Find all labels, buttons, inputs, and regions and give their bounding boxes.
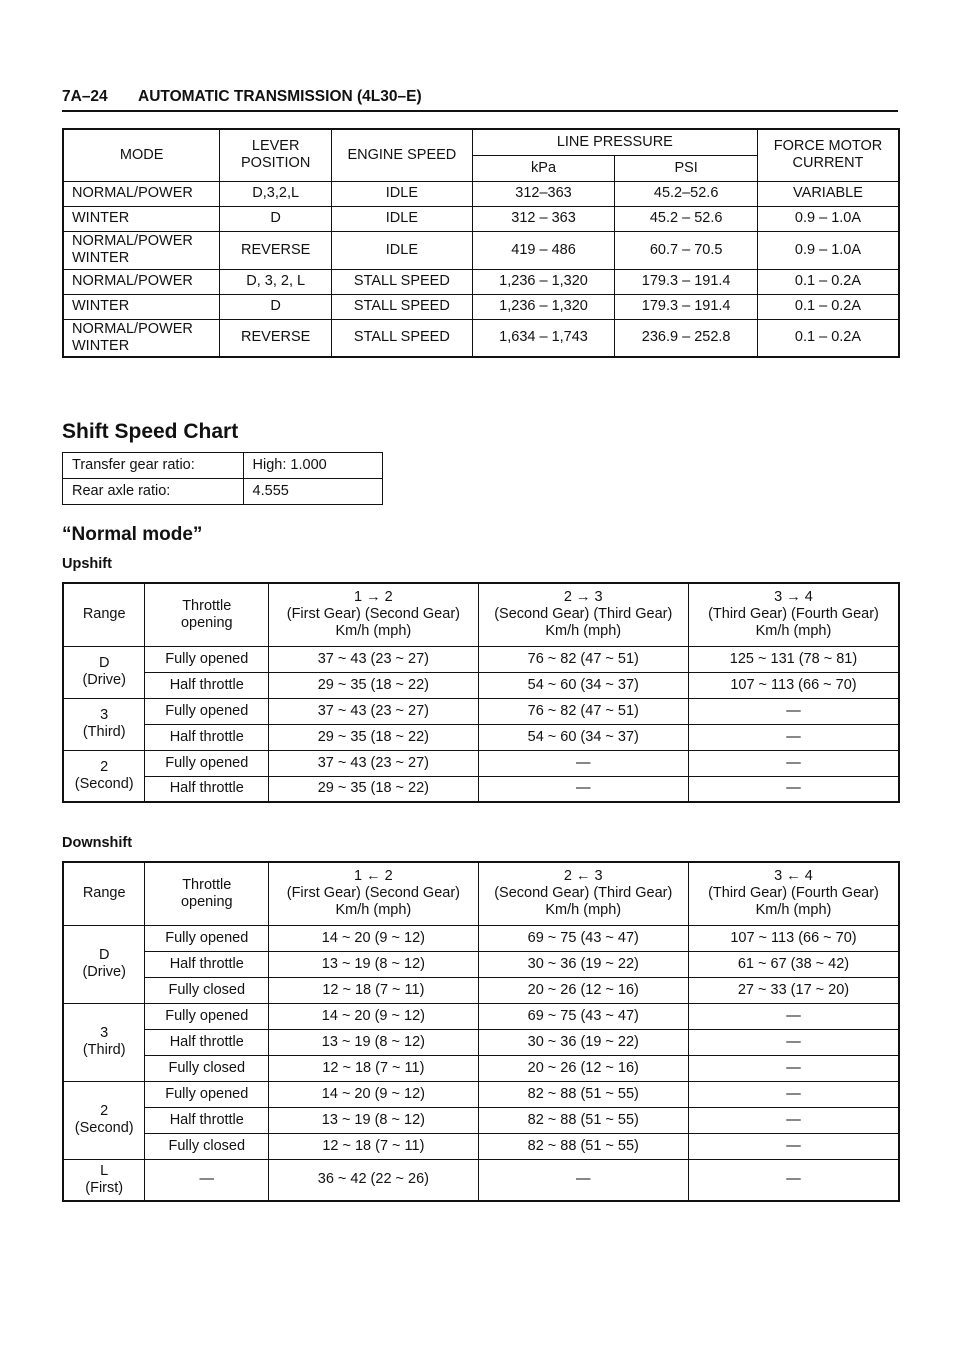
range-cell: D (Drive) — [63, 925, 145, 1003]
speed-cell: — — [688, 776, 899, 802]
speed-cell: — — [688, 1003, 899, 1029]
range-cell: 2 (Second) — [63, 1081, 145, 1159]
table-row — [63, 698, 899, 724]
lever-cell: REVERSE — [220, 231, 332, 269]
table-row — [63, 181, 899, 206]
throttle-cell: Half throttle — [145, 951, 269, 977]
speed-cell: — — [688, 1055, 899, 1081]
speed-cell: — — [688, 1133, 899, 1159]
throttle-cell: Fully opened — [145, 750, 269, 776]
throttle-cell: Fully closed — [145, 1055, 269, 1081]
engine-cell: STALL SPEED — [332, 269, 473, 294]
kpa-cell: 312 – 363 — [472, 206, 615, 231]
speed-cell: 29 ~ 35 (18 ~ 22) — [269, 724, 478, 750]
lever-cell: D, 3, 2, L — [220, 269, 332, 294]
table-row — [63, 1055, 899, 1081]
table-row — [63, 750, 899, 776]
speed-cell: 54 ~ 60 (34 ~ 37) — [478, 672, 688, 698]
kpa-cell: 312–363 — [472, 181, 615, 206]
line-pressure-table — [62, 128, 900, 358]
downshift-table — [62, 861, 900, 1202]
lever-cell: REVERSE — [220, 319, 332, 357]
kpa-cell: 1,634 – 1,743 — [472, 319, 615, 357]
speed-cell: — — [688, 1029, 899, 1055]
header-throttle: Throttle opening — [145, 862, 269, 925]
header-shift-3-4: 3 → 4 (Third Gear) (Fourth Gear) Km/h (mph) — [688, 583, 899, 646]
psi-cell: 179.3 – 191.4 — [615, 294, 758, 319]
throttle-cell: Fully opened — [145, 925, 269, 951]
current-cell: 0.1 – 0.2A — [757, 294, 899, 319]
throttle-cell: Half throttle — [145, 724, 269, 750]
speed-cell: 36 ~ 42 (22 ~ 26) — [269, 1159, 478, 1201]
downshift-title: Downshift — [62, 835, 133, 851]
speed-cell: 69 ~ 75 (43 ~ 47) — [478, 1003, 688, 1029]
range-cell: L (First) — [63, 1159, 145, 1201]
range-cell: D (Drive) — [63, 646, 145, 698]
throttle-cell: Half throttle — [145, 776, 269, 802]
table-row — [63, 1133, 899, 1159]
mode-cell: NORMAL/POWER WINTER — [63, 231, 220, 269]
speed-cell: — — [688, 1159, 899, 1201]
header-shift-1-2: 1 → 2 (First Gear) (Second Gear) Km/h (mph) — [269, 583, 478, 646]
ratio-label: Transfer gear ratio: — [63, 453, 244, 479]
psi-cell: 45.2–52.6 — [615, 181, 758, 206]
current-cell: 0.1 – 0.2A — [757, 269, 899, 294]
table-row — [63, 672, 899, 698]
speed-cell: 107 ~ 113 (66 ~ 70) — [688, 925, 899, 951]
speed-cell: 76 ~ 82 (47 ~ 51) — [478, 646, 688, 672]
speed-cell: — — [688, 724, 899, 750]
ratio-value: High: 1.000 — [243, 453, 382, 479]
mode-cell: NORMAL/POWER — [63, 181, 220, 206]
speed-cell: 14 ~ 20 (9 ~ 12) — [269, 1081, 478, 1107]
ratio-value: 4.555 — [243, 479, 382, 505]
speed-cell: 82 ~ 88 (51 ~ 55) — [478, 1133, 688, 1159]
table-row — [63, 977, 899, 1003]
mode-cell: NORMAL/POWER WINTER — [63, 319, 220, 357]
header-throttle: Throttle opening — [145, 583, 269, 646]
table-row — [63, 1107, 899, 1133]
speed-cell: 37 ~ 43 (23 ~ 27) — [269, 698, 478, 724]
current-cell: 0.9 – 1.0A — [757, 206, 899, 231]
range-cell: 3 (Third) — [63, 1003, 145, 1081]
kpa-cell: 1,236 – 1,320 — [472, 294, 615, 319]
speed-cell: 13 ~ 19 (8 ~ 12) — [269, 1029, 478, 1055]
speed-cell: — — [478, 1159, 688, 1201]
kpa-cell: 419 – 486 — [472, 231, 615, 269]
range-cell: 3 (Third) — [63, 698, 145, 750]
range-cell: 2 (Second) — [63, 750, 145, 802]
mode-cell: WINTER — [63, 294, 220, 319]
header-range: Range — [63, 862, 145, 925]
header-shift-1-2: 1 ← 2 (First Gear) (Second Gear) Km/h (mph) — [269, 862, 478, 925]
engine-cell: IDLE — [332, 181, 473, 206]
table-row — [63, 453, 383, 479]
speed-cell: 20 ~ 26 (12 ~ 16) — [478, 977, 688, 1003]
page-header — [62, 88, 898, 112]
throttle-cell: Fully opened — [145, 698, 269, 724]
table-row — [63, 269, 899, 294]
speed-cell: 27 ~ 33 (17 ~ 20) — [688, 977, 899, 1003]
ratio-label: Rear axle ratio: — [63, 479, 244, 505]
section-title: Shift Speed Chart — [62, 420, 239, 443]
header-kpa: kPa — [472, 155, 615, 181]
speed-cell: 82 ~ 88 (51 ~ 55) — [478, 1081, 688, 1107]
header-shift-3-4: 3 ← 4 (Third Gear) (Fourth Gear) Km/h (mph) — [688, 862, 899, 925]
header-range: Range — [63, 583, 145, 646]
mode-title: “Normal mode” — [62, 524, 203, 545]
mode-cell: NORMAL/POWER — [63, 269, 220, 294]
header-shift-2-3: 2 ← 3 (Second Gear) (Third Gear) Km/h (mph) — [478, 862, 688, 925]
table-row — [63, 925, 899, 951]
upshift-table — [62, 582, 900, 803]
current-cell: 0.1 – 0.2A — [757, 319, 899, 357]
throttle-cell: — — [145, 1159, 269, 1201]
page-title: AUTOMATIC TRANSMISSION (4L30–E) — [138, 88, 422, 105]
page-number: 7A–24 — [62, 88, 108, 105]
speed-cell: 13 ~ 19 (8 ~ 12) — [269, 951, 478, 977]
table-row — [63, 724, 899, 750]
engine-cell: IDLE — [332, 231, 473, 269]
table-row — [63, 231, 899, 269]
speed-cell: 29 ~ 35 (18 ~ 22) — [269, 672, 478, 698]
psi-cell: 60.7 – 70.5 — [615, 231, 758, 269]
table-row — [63, 1159, 899, 1201]
speed-cell: 14 ~ 20 (9 ~ 12) — [269, 925, 478, 951]
speed-cell: 20 ~ 26 (12 ~ 16) — [478, 1055, 688, 1081]
throttle-cell: Fully opened — [145, 646, 269, 672]
speed-cell: 37 ~ 43 (23 ~ 27) — [269, 750, 478, 776]
throttle-cell: Fully opened — [145, 1003, 269, 1029]
speed-cell: 61 ~ 67 (38 ~ 42) — [688, 951, 899, 977]
speed-cell: — — [688, 698, 899, 724]
table-row — [63, 479, 383, 505]
throttle-cell: Fully closed — [145, 1133, 269, 1159]
speed-cell: 29 ~ 35 (18 ~ 22) — [269, 776, 478, 802]
speed-cell: — — [688, 1107, 899, 1133]
table-row — [63, 776, 899, 802]
engine-cell: STALL SPEED — [332, 319, 473, 357]
table-row — [63, 294, 899, 319]
lever-cell: D — [220, 294, 332, 319]
header-engine-speed: ENGINE SPEED — [332, 129, 473, 181]
table-row — [63, 206, 899, 231]
engine-cell: STALL SPEED — [332, 294, 473, 319]
header-mode: MODE — [63, 129, 220, 181]
speed-cell: 69 ~ 75 (43 ~ 47) — [478, 925, 688, 951]
mode-cell: WINTER — [63, 206, 220, 231]
speed-cell: 107 ~ 113 (66 ~ 70) — [688, 672, 899, 698]
speed-cell: 54 ~ 60 (34 ~ 37) — [478, 724, 688, 750]
ratio-table — [62, 452, 383, 505]
speed-cell: — — [478, 776, 688, 802]
lever-cell: D,3,2,L — [220, 181, 332, 206]
header-line-pressure: LINE PRESSURE — [472, 129, 757, 155]
header-force-motor-current: FORCE MOTOR CURRENT — [757, 129, 899, 181]
speed-cell: 12 ~ 18 (7 ~ 11) — [269, 1055, 478, 1081]
speed-cell: — — [478, 750, 688, 776]
table-row — [63, 951, 899, 977]
speed-cell: 30 ~ 36 (19 ~ 22) — [478, 951, 688, 977]
kpa-cell: 1,236 – 1,320 — [472, 269, 615, 294]
speed-cell: 12 ~ 18 (7 ~ 11) — [269, 1133, 478, 1159]
table-row — [63, 1029, 899, 1055]
table-row — [63, 319, 899, 357]
header-shift-2-3: 2 → 3 (Second Gear) (Third Gear) Km/h (mph) — [478, 583, 688, 646]
psi-cell: 45.2 – 52.6 — [615, 206, 758, 231]
throttle-cell: Fully opened — [145, 1081, 269, 1107]
table-row — [63, 1003, 899, 1029]
current-cell: VARIABLE — [757, 181, 899, 206]
table-row — [63, 646, 899, 672]
speed-cell: — — [688, 1081, 899, 1107]
speed-cell: 125 ~ 131 (78 ~ 81) — [688, 646, 899, 672]
throttle-cell: Half throttle — [145, 672, 269, 698]
speed-cell: 14 ~ 20 (9 ~ 12) — [269, 1003, 478, 1029]
upshift-title: Upshift — [62, 556, 112, 572]
throttle-cell: Half throttle — [145, 1107, 269, 1133]
header-lever-position: LEVER POSITION — [220, 129, 332, 181]
throttle-cell: Fully closed — [145, 977, 269, 1003]
throttle-cell: Half throttle — [145, 1029, 269, 1055]
psi-cell: 179.3 – 191.4 — [615, 269, 758, 294]
speed-cell: 30 ~ 36 (19 ~ 22) — [478, 1029, 688, 1055]
speed-cell: 37 ~ 43 (23 ~ 27) — [269, 646, 478, 672]
header-psi: PSI — [615, 155, 758, 181]
speed-cell: 13 ~ 19 (8 ~ 12) — [269, 1107, 478, 1133]
speed-cell: 82 ~ 88 (51 ~ 55) — [478, 1107, 688, 1133]
speed-cell: 76 ~ 82 (47 ~ 51) — [478, 698, 688, 724]
speed-cell: 12 ~ 18 (7 ~ 11) — [269, 977, 478, 1003]
lever-cell: D — [220, 206, 332, 231]
psi-cell: 236.9 – 252.8 — [615, 319, 758, 357]
speed-cell: — — [688, 750, 899, 776]
table-row — [63, 1081, 899, 1107]
engine-cell: IDLE — [332, 206, 473, 231]
current-cell: 0.9 – 1.0A — [757, 231, 899, 269]
